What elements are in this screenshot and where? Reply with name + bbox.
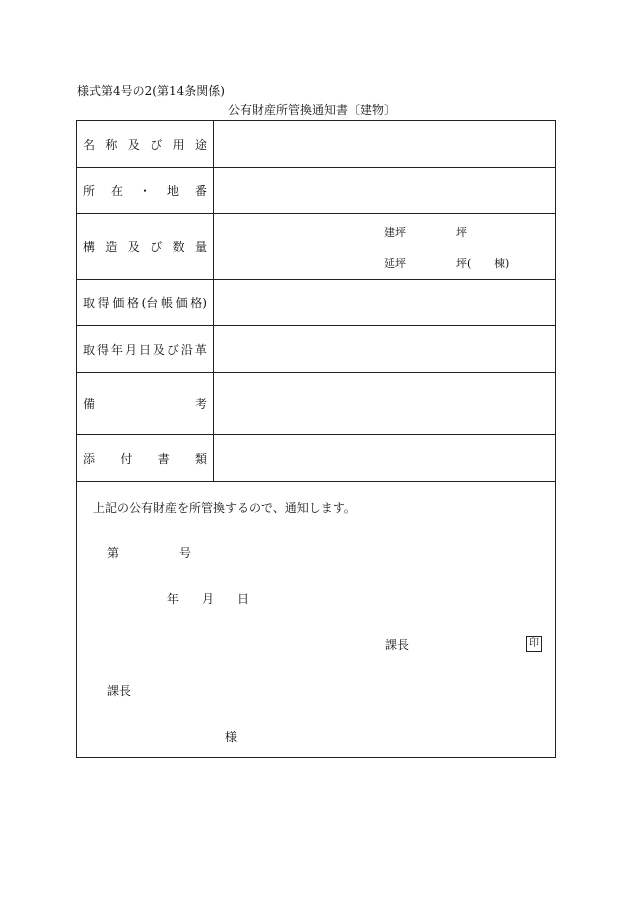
label-location: 所 在 ・ 地 番 [83,184,207,198]
notice-area [77,482,555,757]
number-suffix: 号 [179,546,192,560]
date-month: 月 [202,592,215,606]
label-cell [77,280,214,325]
value-attachments[interactable] [214,435,555,481]
row-acquisition-date-history [77,326,555,373]
total-area-unit: 坪( [456,257,472,270]
document-title: 公有財産所管換通知書〔建物〕 [228,103,397,117]
label-acquisition-date-history: 取 得 年 月 日 及 び 沿 革 [83,342,207,357]
total-area-label: 延坪 [384,257,406,270]
row-acquisition-price [77,280,555,326]
row-remarks [77,373,555,435]
row-location [77,168,555,214]
row-name-and-use [77,121,555,168]
building-area-unit: 坪 [456,226,467,239]
label-cell [77,168,214,213]
label-cell [77,435,214,481]
form-number: 様式第4号の2(第14条関係) [77,84,225,98]
label-name-and-use: 名 称 及 び 用 途 [83,137,207,152]
label-cell [77,214,214,279]
label-cell [77,373,214,434]
recipient-title: 課長 [107,684,132,698]
value-location[interactable] [214,168,555,213]
row-attachments [77,435,555,482]
date-year: 年 [167,592,180,606]
label-structure-quantity: 構 造 及 び 数 量 [83,240,207,254]
value-acquisition-price[interactable] [214,280,555,325]
value-remarks[interactable] [214,373,555,434]
value-structure-quantity[interactable] [214,214,555,279]
row-structure-quantity [77,214,555,280]
sender-title: 課長 [385,638,410,652]
building-area-label: 建坪 [384,226,406,239]
label-cell [77,121,214,167]
honorific: 様 [225,730,238,744]
label-attachments: 添 付 書 類 [83,451,207,466]
label-acquisition-price: 取 得 価 格 (台 帳 価 格) [83,296,207,310]
label-cell [77,326,214,372]
number-prefix: 第 [107,546,120,560]
value-acquisition-date-history[interactable] [214,326,555,372]
label-remarks: 備 考 [83,397,207,411]
value-name-and-use[interactable] [214,121,555,167]
date-day: 日 [237,592,250,606]
form-table [76,120,556,758]
seal-mark: 印 [526,636,542,652]
building-count-unit: 棟) [494,257,510,270]
notice-statement: 上記の公有財産を所管換するので、通知します。 [93,501,356,515]
